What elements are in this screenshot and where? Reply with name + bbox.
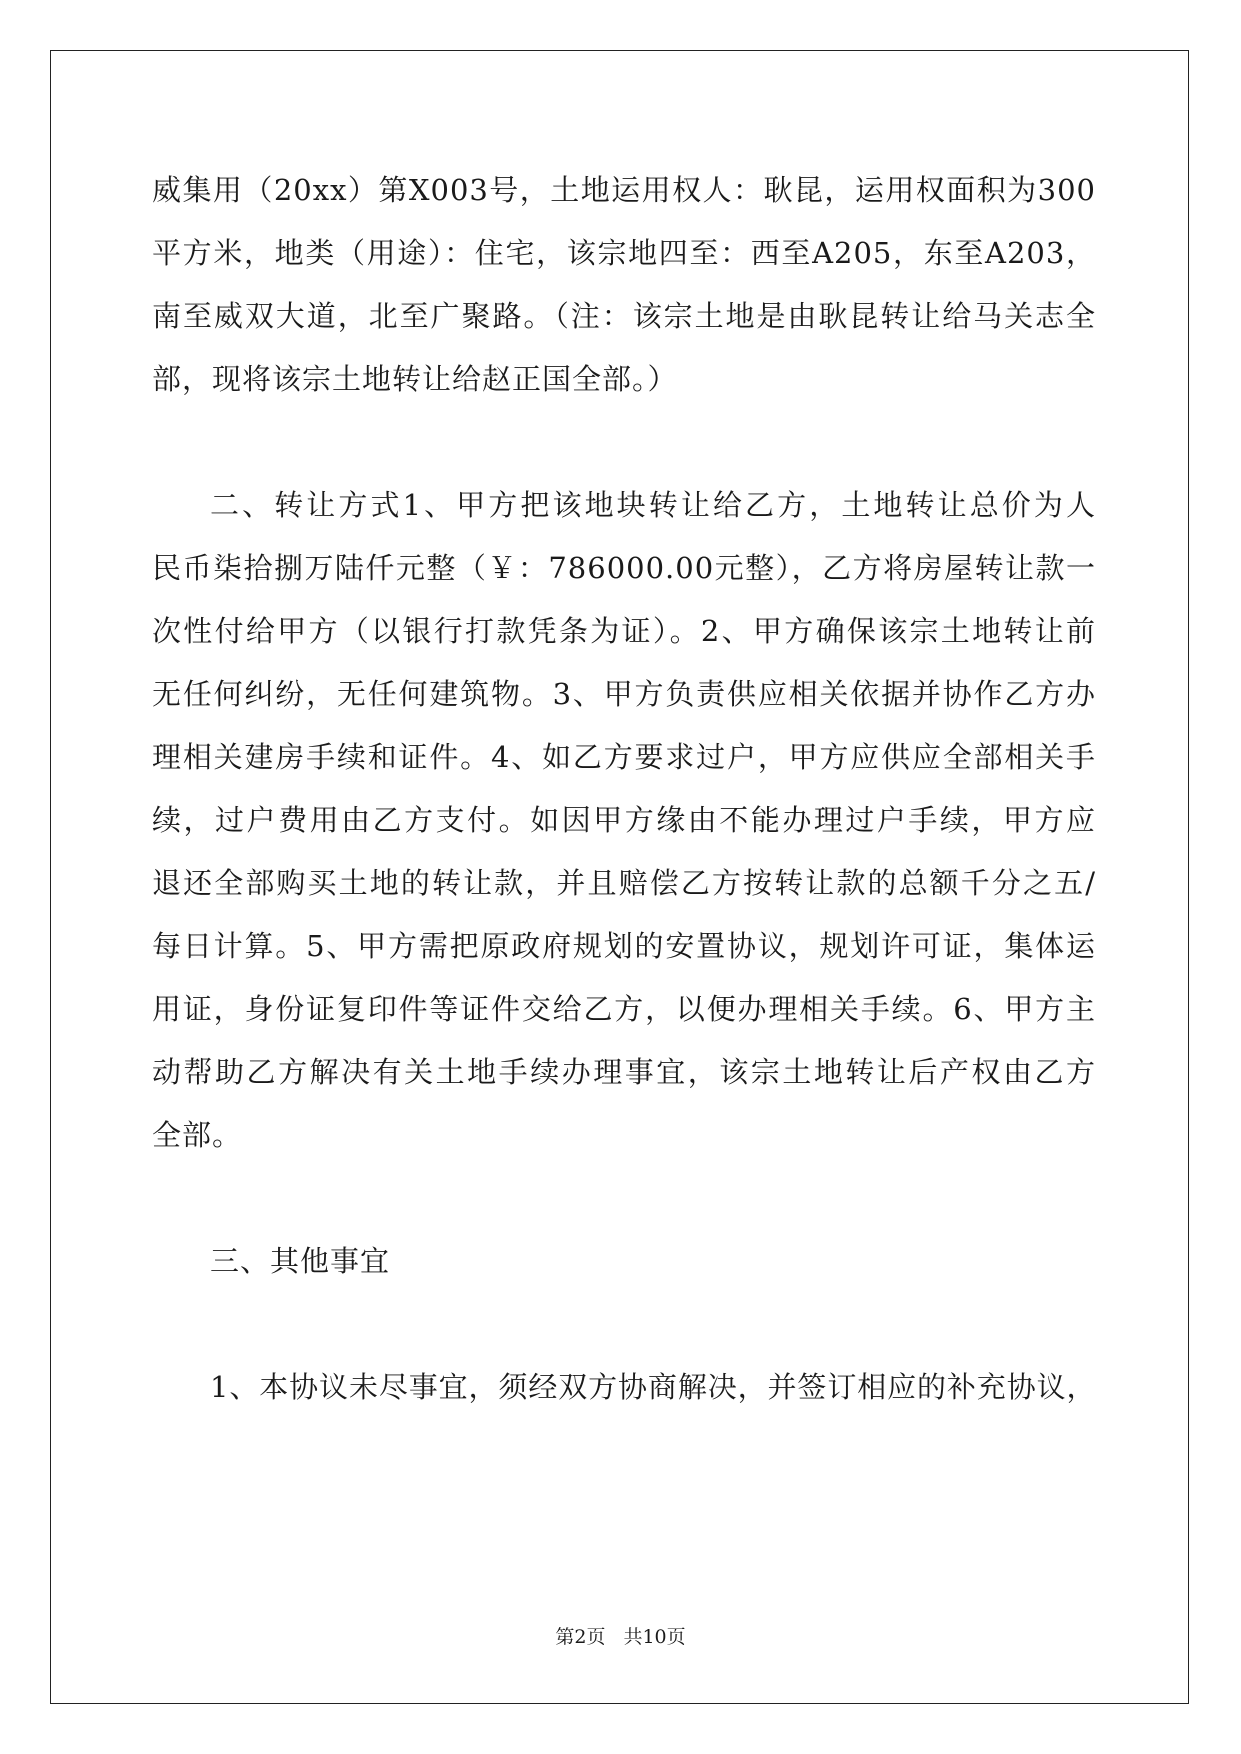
paragraph-gap <box>152 1293 1096 1356</box>
page-total: 共10页 <box>623 1626 686 1648</box>
text-line: 理相关建房手续和证件。4、如乙方要求过户，甲方应供应全部相关手 <box>152 740 1096 774</box>
text-line: 民币柒拾捌万陆仟元整（￥：786000.00元整），乙方将房屋转让款一 <box>152 551 1096 585</box>
document-body <box>152 159 1096 1419</box>
text-line: 威集用（20xx）第X003号，土地运用权人：耿昆，运用权面积为300 <box>152 173 1096 207</box>
text-line: 退还全部购买土地的转让款，并且赔偿乙方按转让款的总额千分之五/ <box>152 866 1096 900</box>
text-line: 1、本协议未尽事宜，须经双方协商解决，并签订相应的补充协议， <box>210 1370 1096 1404</box>
page-number: 第2页 <box>555 1626 606 1648</box>
text-line: 全部。 <box>152 1118 243 1152</box>
text-line: 无任何纠纷，无任何建筑物。3、甲方负责供应相关依据并协作乙方办 <box>152 677 1096 711</box>
text-line: 次性付给甲方（以银行打款凭条为证）。2、甲方确保该宗土地转让前 <box>152 614 1096 648</box>
text-line: 平方米，地类（用途）：住宅，该宗地四至：西至A205，东至A203， <box>152 236 1096 270</box>
text-line: 二、转让方式1、甲方把该地块转让给乙方，土地转让总价为人 <box>210 488 1096 522</box>
paragraph-gap <box>152 1167 1096 1230</box>
page-footer <box>0 1625 1241 1649</box>
paragraph-gap <box>152 411 1096 474</box>
text-line: 部，现将该宗土地转让给赵正国全部。） <box>152 362 678 396</box>
text-line: 动帮助乙方解决有关土地手续办理事宜，该宗土地转让后产权由乙方 <box>152 1055 1096 1089</box>
text-line: 南至威双大道，北至广聚路。（注：该宗土地是由耿昆转让给马关志全 <box>152 299 1096 333</box>
text-line: 用证，身份证复印件等证件交给乙方，以便办理相关手续。6、甲方主 <box>152 992 1096 1026</box>
text-line: 三、其他事宜 <box>210 1244 391 1278</box>
text-line: 续，过户费用由乙方支付。如因甲方缘由不能办理过户手续，甲方应 <box>152 803 1096 837</box>
text-line: 每日计算。5、甲方需把原政府规划的安置协议，规划许可证，集体运 <box>152 929 1096 963</box>
